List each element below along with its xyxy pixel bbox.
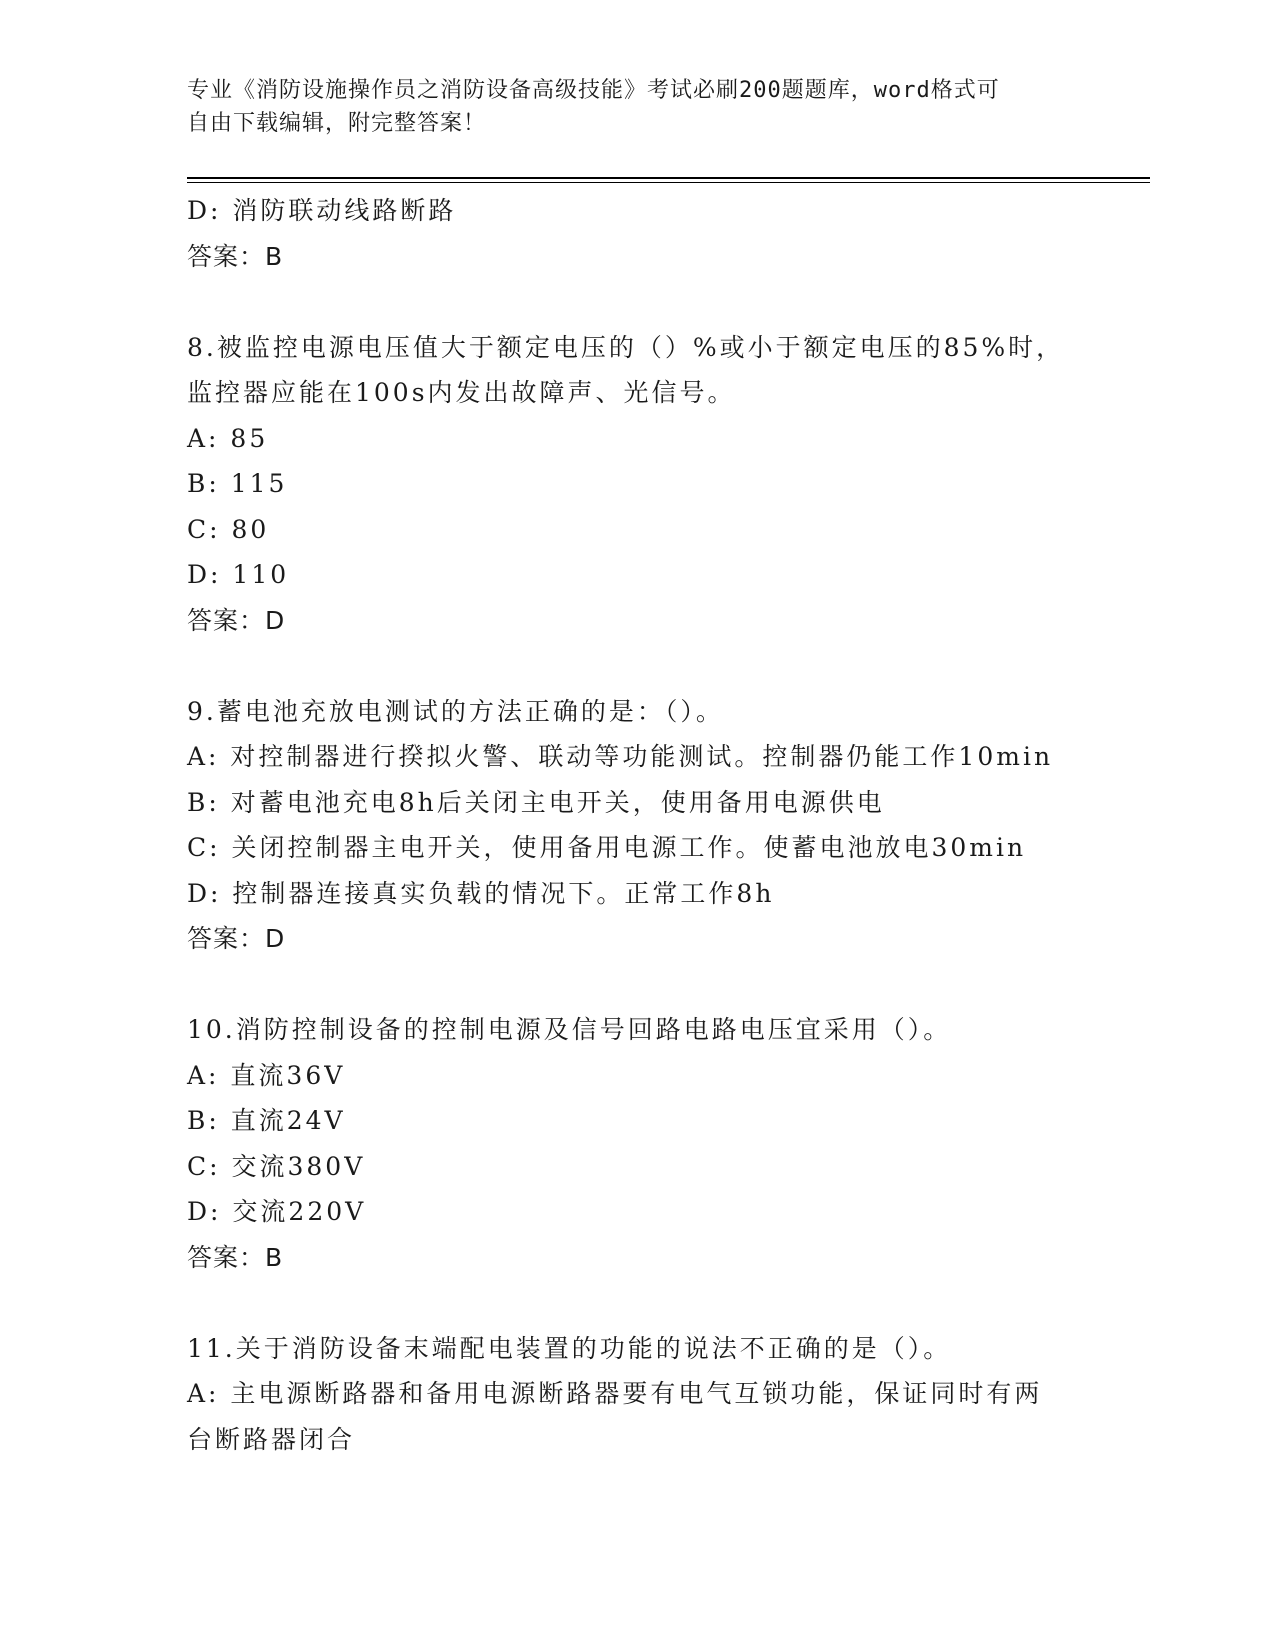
question-content: [187, 188, 1087, 1462]
question-9: [187, 689, 1087, 962]
question-8-stem-line-2: 监控器应能在100s内发出故障声、光信号。: [187, 378, 736, 407]
question-10-option-d: D: 交流220V: [187, 1197, 367, 1226]
question-8-answer: 答案：D: [187, 605, 286, 635]
header-rule-thin: [187, 182, 1150, 183]
question-10-option-a: A: 直流36V: [187, 1060, 346, 1090]
spacer: [187, 1280, 1087, 1326]
document-header: [187, 74, 1067, 140]
question-10-option-b: B: 直流24V: [187, 1106, 346, 1135]
spacer: [187, 279, 1087, 325]
question-11-option-a: A: 主电源断路器和备用电源断路器要有电气互锁功能，保证同时有两: [187, 1379, 1043, 1408]
header-line-1: 专业《消防设施操作员之消防设备高级技能》考试必刷200题题库，word格式可: [187, 78, 1000, 103]
question-8-option-d: D: 110: [187, 560, 290, 589]
question-9-answer: 答案：D: [187, 924, 286, 953]
question-11: [187, 1326, 1087, 1463]
prev-option-d: D: 消防联动线路断路: [187, 196, 457, 225]
question-9-stem: 9.蓄电池充放电测试的方法正确的是：（）。: [187, 696, 724, 726]
header-rule-thick: [187, 177, 1150, 179]
header-line-2: 自由下载编辑，附完整答案！: [187, 111, 487, 136]
question-11-stem: 11.关于消防设备末端配电装置的功能的说法不正确的是（）。: [187, 1333, 952, 1363]
question-9-option-b: B: 对蓄电池充电8h后关闭主电开关，使用备用电源供电: [187, 787, 885, 817]
spacer: [187, 643, 1087, 689]
question-10: [187, 1007, 1087, 1280]
question-9-option-c: C: 关闭控制器主电开关，使用备用电源工作。使蓄电池放电30min: [187, 833, 1027, 862]
question-9-option-a: A: 对控制器进行揆拟火警、联动等功能测试。控制器仍能工作10min: [187, 742, 1054, 771]
prev-answer: 答案：B: [187, 241, 284, 271]
question-8-option-c: C: 80: [187, 514, 270, 544]
question-10-stem: 10.消防控制设备的控制电源及信号回路电路电压宜采用（）。: [187, 1015, 952, 1044]
question-8-option-a: A: 85: [187, 423, 269, 453]
question-11-option-a-continued: 台断路器闭合: [187, 1424, 356, 1454]
spacer: [187, 962, 1087, 1008]
question-8: [187, 325, 1087, 644]
question-10-option-c: C: 交流380V: [187, 1151, 366, 1181]
question-10-answer: 答案：B: [187, 1242, 284, 1272]
question-8-stem-line-1: 8.被监控电源电压值大于额定电压的（）%或小于额定电压的85%时，: [187, 332, 1065, 362]
question-8-option-b: B: 115: [187, 469, 288, 498]
question-9-option-d: D: 控制器连接真实负载的情况下。正常工作8h: [187, 878, 775, 908]
